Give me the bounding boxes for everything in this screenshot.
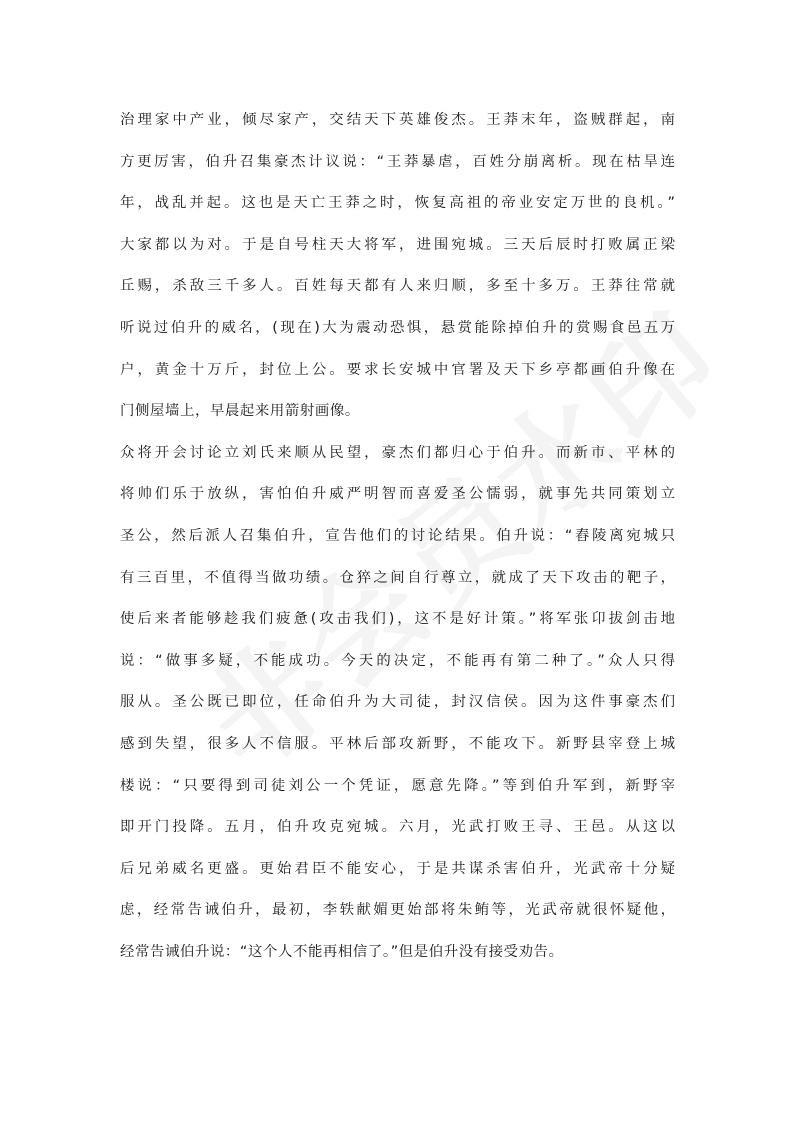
text-line: 即开门投降。五月，伯升攻克宛城。六月，光武打败王寻、王邑。从这以 [120, 819, 675, 836]
text-line: 众将开会讨论立刘氏来顺从民望，豪杰们都归心于伯升。而新市、平林的 [120, 444, 675, 461]
text-line: 后兄弟威名更盛。更始君臣不能安心，于是共谋杀害伯升，光武帝十分疑 [120, 860, 675, 877]
text-line: 户，黄金十万斤，封位上公。要求长安城中官署及天下乡亭都画伯升像在 [120, 361, 675, 378]
text-line: 经常告诫伯升说：“这个人不能再相信了。”但是伯升没有接受劝告。 [120, 943, 564, 960]
text-line: 方更厉害，伯升召集豪杰计议说：“王莽暴虐，百姓分崩离析。现在枯旱连 [120, 153, 675, 170]
text-line: 使后来者能够趁我们疲惫(攻击我们)，这不是好计策。”将军张卬拔剑击地 [120, 611, 675, 628]
text-line: 将帅们乐于放纵，害怕伯升威严明智而喜爱圣公懦弱，就事先共同策划立 [120, 486, 675, 503]
text-line: 丘赐，杀敌三千多人。百姓每天都有人来归顺，多至十多万。王莽往常就 [120, 278, 675, 295]
paragraph-1 [120, 100, 675, 433]
text-line: 有三百里，不值得当做功绩。仓猝之间自行尊立，就成了天下攻击的靶子， [120, 569, 675, 586]
text-line: 说：“做事多疑，不能成功。今天的决定，不能再有第二种了。”众人只得 [120, 652, 675, 669]
text-line: 圣公，然后派人召集伯升，宣告他们的讨论结果。伯升说：“舂陵离宛城只 [120, 527, 675, 544]
text-line: 门侧屋墙上，早晨起来用箭射画像。 [120, 403, 360, 420]
paragraph-2 [120, 433, 675, 974]
text-line: 楼说：“只要得到司徒刘公一个凭证，愿意先降。”等到伯升军到，新野宰 [120, 777, 675, 794]
document-body [120, 100, 675, 973]
text-line: 感到失望，很多人不信服。平林后部攻新野，不能攻下。新野县宰登上城 [120, 735, 675, 752]
text-line: 年，战乱并起。这也是天亡王莽之时，恢复高祖的帝业安定万世的良机。” [120, 195, 675, 212]
text-line: 听说过伯升的威名，(现在)大为震动恐惧，悬赏能除掉伯升的赏赐食邑五万 [120, 319, 675, 336]
text-line: 治理家中产业，倾尽家产，交结天下英雄俊杰。王莽末年，盗贼群起，南 [120, 112, 675, 128]
text-line: 大家都以为对。于是自号柱天大将军，进围宛城。三天后辰时打败属正梁 [120, 236, 675, 253]
text-line: 虑，经常告诫伯升，最初，李轶献媚更始部将朱鲔等，光武帝就很怀疑他， [120, 902, 675, 919]
text-line: 服从。圣公既已即位，任命伯升为大司徒，封汉信侯。因为这件事豪杰们 [120, 694, 675, 711]
